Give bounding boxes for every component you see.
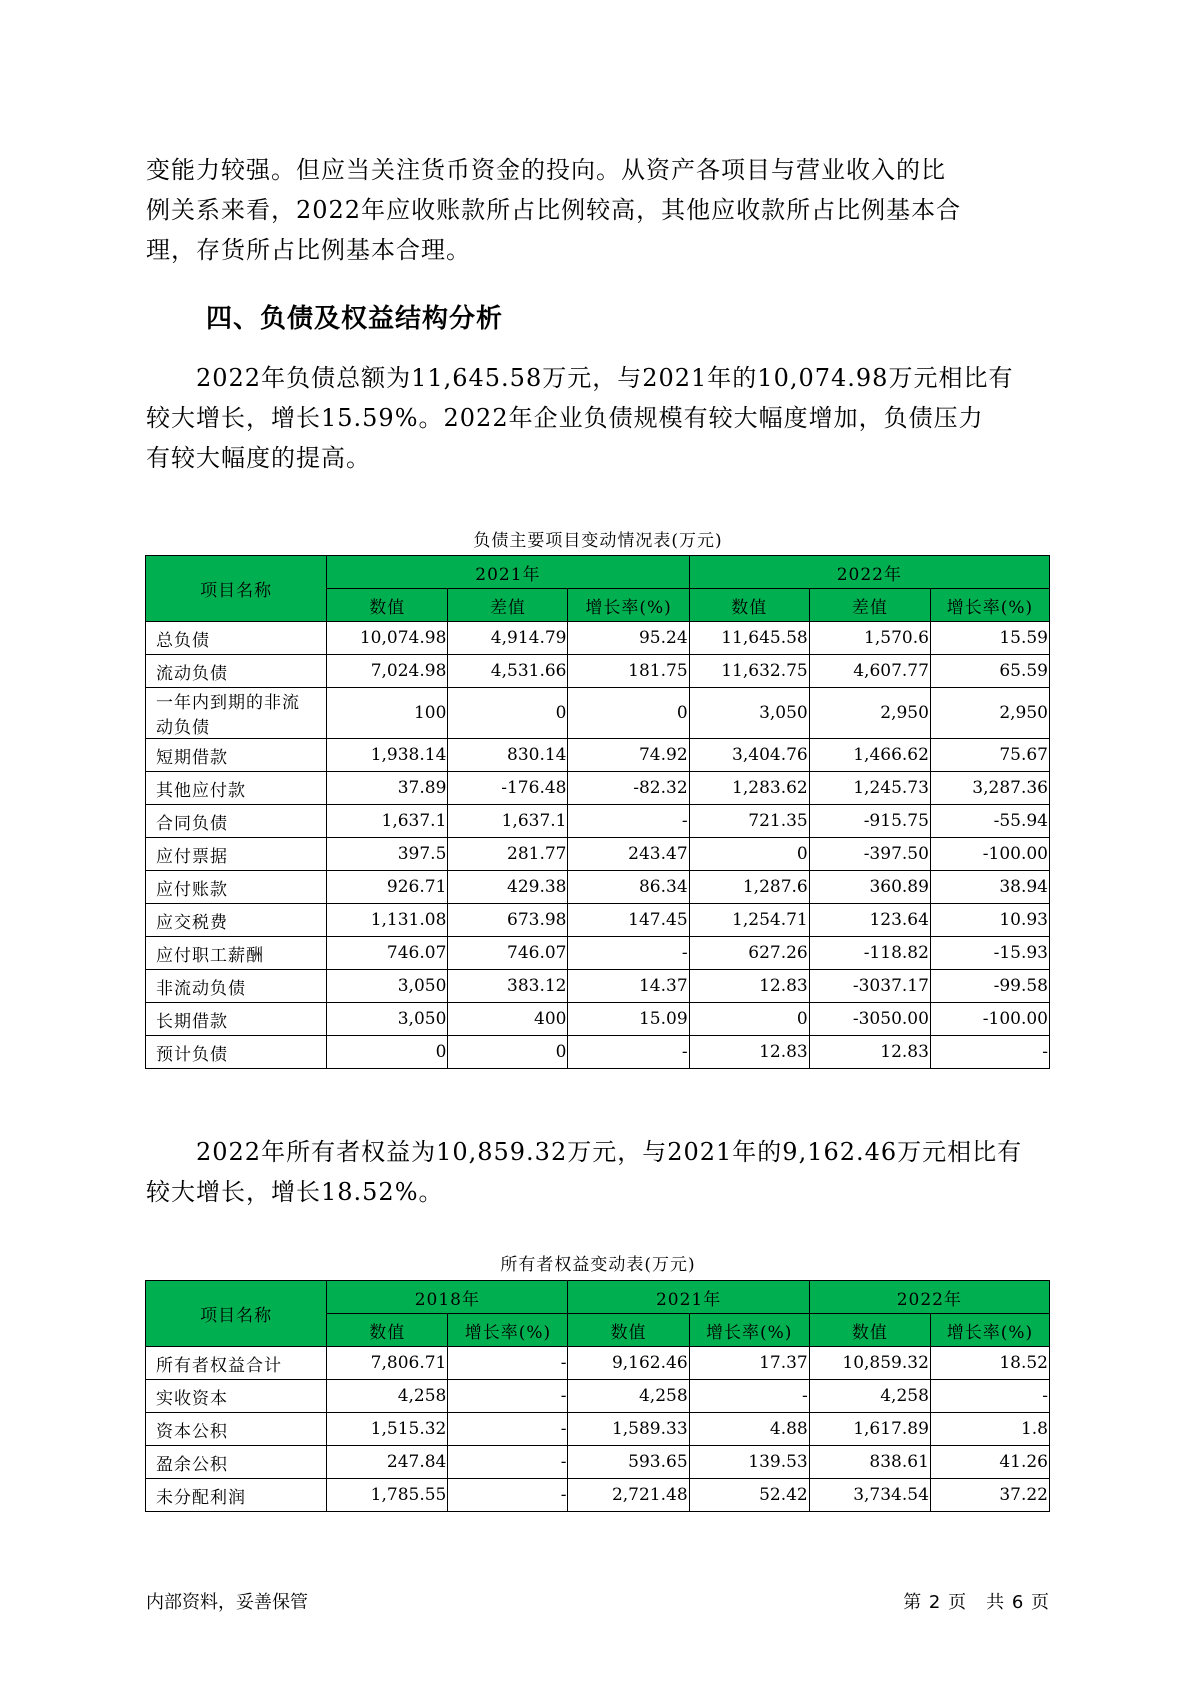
cell-value: 17.37 xyxy=(689,1347,809,1380)
footer-confidential-note: 内部资料，妥善保管 xyxy=(146,1592,308,1613)
cell-value: 4,258 xyxy=(327,1380,448,1413)
text-line: 2022年负债总额为11,645.58万元，与2021年的10,074.98万元相比有 xyxy=(146,364,1014,392)
table-row xyxy=(146,970,1050,1003)
cell-value: -82.32 xyxy=(568,772,689,805)
cell-value: 926.71 xyxy=(327,871,448,904)
table-row xyxy=(146,904,1050,937)
cell-value: 0 xyxy=(689,838,809,871)
cell-value: 1,637.1 xyxy=(448,805,568,838)
cell-value: -176.48 xyxy=(448,772,568,805)
table-row xyxy=(146,805,1050,838)
year-header: 2022年 xyxy=(809,1281,1049,1314)
table-row xyxy=(146,937,1050,970)
cell-value: -99.58 xyxy=(930,970,1049,1003)
cell-value: - xyxy=(448,1347,568,1380)
cell-value: 100 xyxy=(327,688,448,739)
row-label: 预计负债 xyxy=(146,1036,327,1069)
cell-value: 15.09 xyxy=(568,1003,689,1036)
cell-value: 0 xyxy=(448,1036,568,1069)
cell-value: 281.77 xyxy=(448,838,568,871)
cell-value: 86.34 xyxy=(568,871,689,904)
equity-paragraph xyxy=(146,1132,1046,1212)
row-label: 其他应付款 xyxy=(146,772,327,805)
cell-value: - xyxy=(568,805,689,838)
cell-value: 10.93 xyxy=(930,904,1049,937)
cell-value: 11,645.58 xyxy=(689,622,809,655)
cell-value: 12.83 xyxy=(689,1036,809,1069)
column-header: 数值 xyxy=(327,589,448,622)
year-header: 2021年 xyxy=(568,1281,809,1314)
cell-value: 1.8 xyxy=(930,1413,1049,1446)
row-label: 短期借款 xyxy=(146,739,327,772)
cell-value: 1,245.73 xyxy=(809,772,930,805)
row-label: 总负债 xyxy=(146,622,327,655)
cell-value: 37.22 xyxy=(930,1479,1049,1512)
year-header: 2021年 xyxy=(327,556,689,589)
cell-value: 4,258 xyxy=(568,1380,689,1413)
table-row xyxy=(146,739,1050,772)
cell-value: 1,466.62 xyxy=(809,739,930,772)
cell-value: -3050.00 xyxy=(809,1003,930,1036)
cell-value: 123.64 xyxy=(809,904,930,937)
cell-value: 627.26 xyxy=(689,937,809,970)
cell-value: -397.50 xyxy=(809,838,930,871)
cell-value: -3037.17 xyxy=(809,970,930,1003)
table-row xyxy=(146,838,1050,871)
cell-value: -15.93 xyxy=(930,937,1049,970)
column-header: 数值 xyxy=(327,1314,448,1347)
cell-value: 243.47 xyxy=(568,838,689,871)
table-row xyxy=(146,688,1050,739)
row-label: 盈余公积 xyxy=(146,1446,327,1479)
table-row xyxy=(146,1003,1050,1036)
cell-value: 10,074.98 xyxy=(327,622,448,655)
table-row xyxy=(146,1380,1050,1413)
column-header: 增长率(%) xyxy=(689,1314,809,1347)
cell-value: 429.38 xyxy=(448,871,568,904)
cell-value: 0 xyxy=(689,1003,809,1036)
cell-value: 3,734.54 xyxy=(809,1479,930,1512)
row-label: 应交税费 xyxy=(146,904,327,937)
table-row xyxy=(146,655,1050,688)
table-row xyxy=(146,1413,1050,1446)
column-header: 差值 xyxy=(809,589,930,622)
cell-value: 1,570.6 xyxy=(809,622,930,655)
row-label: 非流动负债 xyxy=(146,970,327,1003)
cell-value: 4.88 xyxy=(689,1413,809,1446)
cell-value: 400 xyxy=(448,1003,568,1036)
row-label: 应付票据 xyxy=(146,838,327,871)
row-label: 应付账款 xyxy=(146,871,327,904)
cell-value: 181.75 xyxy=(568,655,689,688)
cell-value: 830.14 xyxy=(448,739,568,772)
column-header: 数值 xyxy=(809,1314,930,1347)
table-row xyxy=(146,622,1050,655)
column-header: 增长率(%) xyxy=(448,1314,568,1347)
text-line: 较大增长，增长18.52%。 xyxy=(146,1178,444,1206)
cell-value: 2,721.48 xyxy=(568,1479,689,1512)
cell-value: 38.94 xyxy=(930,871,1049,904)
year-header: 2018年 xyxy=(327,1281,568,1314)
cell-value: 1,589.33 xyxy=(568,1413,689,1446)
cell-value: - xyxy=(568,1036,689,1069)
cell-value: 1,637.1 xyxy=(327,805,448,838)
table-row xyxy=(146,871,1050,904)
cell-value: 95.24 xyxy=(568,622,689,655)
cell-value: 7,806.71 xyxy=(327,1347,448,1380)
cell-value: 1,283.62 xyxy=(689,772,809,805)
row-label: 应付职工薪酬 xyxy=(146,937,327,970)
row-label: 所有者权益合计 xyxy=(146,1347,327,1380)
cell-value: - xyxy=(930,1380,1049,1413)
cell-value: 18.52 xyxy=(930,1347,1049,1380)
table-caption: 所有者权益变动表(万元) xyxy=(500,1255,696,1275)
cell-value: 3,050 xyxy=(327,1003,448,1036)
text-line: 理，存货所占比例基本合理。 xyxy=(146,236,471,264)
cell-value: 37.89 xyxy=(327,772,448,805)
column-header: 差值 xyxy=(448,589,568,622)
cell-value: -55.94 xyxy=(930,805,1049,838)
cell-value: 593.65 xyxy=(568,1446,689,1479)
cell-value: 4,531.66 xyxy=(448,655,568,688)
cell-value: 2,950 xyxy=(930,688,1049,739)
cell-value: 0 xyxy=(568,688,689,739)
column-header: 数值 xyxy=(568,1314,689,1347)
cell-value: 0 xyxy=(327,1036,448,1069)
cell-value: 65.59 xyxy=(930,655,1049,688)
cell-value: 746.07 xyxy=(327,937,448,970)
cell-value: 1,617.89 xyxy=(809,1413,930,1446)
cell-value: 11,632.75 xyxy=(689,655,809,688)
cell-value: 673.98 xyxy=(448,904,568,937)
cell-value: -915.75 xyxy=(809,805,930,838)
cell-value: 3,050 xyxy=(689,688,809,739)
row-label: 长期借款 xyxy=(146,1003,327,1036)
equity-table xyxy=(145,1280,1050,1512)
table-caption: 负债主要项目变动情况表(万元) xyxy=(473,531,723,551)
cell-value: 383.12 xyxy=(448,970,568,1003)
cell-value: - xyxy=(568,937,689,970)
cell-value: 15.59 xyxy=(930,622,1049,655)
text-line: 较大增长，增长15.59%。2022年企业负债规模有较大幅度增加，负债压力 xyxy=(146,404,984,432)
row-label: 资本公积 xyxy=(146,1413,327,1446)
text-line: 例关系来看，2022年应收账款所占比例较高，其他应收款所占比例基本合 xyxy=(146,196,962,224)
cell-value: 1,287.6 xyxy=(689,871,809,904)
text-line: 2022年所有者权益为10,859.32万元，与2021年的9,162.46万元相比有 xyxy=(146,1138,1023,1166)
intro-paragraph xyxy=(146,150,1046,270)
row-label xyxy=(146,688,327,739)
cell-value: 2,950 xyxy=(809,688,930,739)
cell-value: 12.83 xyxy=(809,1036,930,1069)
table-row xyxy=(146,772,1050,805)
cell-value: -118.82 xyxy=(809,937,930,970)
liability-table xyxy=(145,555,1050,1069)
cell-value: 75.67 xyxy=(930,739,1049,772)
column-header: 项目名称 xyxy=(146,1281,327,1347)
cell-value: 147.45 xyxy=(568,904,689,937)
cell-value: 3,404.76 xyxy=(689,739,809,772)
cell-value: 397.5 xyxy=(327,838,448,871)
row-label-line: 动负债 xyxy=(156,718,210,738)
row-label: 流动负债 xyxy=(146,655,327,688)
row-label: 合同负债 xyxy=(146,805,327,838)
cell-value: - xyxy=(448,1446,568,1479)
column-header: 增长率(%) xyxy=(930,1314,1049,1347)
table-row xyxy=(146,1446,1050,1479)
year-header: 2022年 xyxy=(689,556,1049,589)
cell-value: 1,254.71 xyxy=(689,904,809,937)
cell-value: 1,938.14 xyxy=(327,739,448,772)
column-header: 增长率(%) xyxy=(568,589,689,622)
cell-value: -100.00 xyxy=(930,838,1049,871)
cell-value: - xyxy=(930,1036,1049,1069)
cell-value: 4,607.77 xyxy=(809,655,930,688)
cell-value: 0 xyxy=(448,688,568,739)
cell-value: 4,258 xyxy=(809,1380,930,1413)
column-header: 项目名称 xyxy=(146,556,327,622)
cell-value: 7,024.98 xyxy=(327,655,448,688)
cell-value: 1,515.32 xyxy=(327,1413,448,1446)
footer-page-number: 第 2 页 共 6 页 xyxy=(903,1592,1050,1613)
cell-value: 12.83 xyxy=(689,970,809,1003)
row-label: 未分配利润 xyxy=(146,1479,327,1512)
cell-value: - xyxy=(448,1380,568,1413)
cell-value: - xyxy=(448,1479,568,1512)
cell-value: 360.89 xyxy=(809,871,930,904)
cell-value: 247.84 xyxy=(327,1446,448,1479)
cell-value: 838.61 xyxy=(809,1446,930,1479)
cell-value: 1,785.55 xyxy=(327,1479,448,1512)
cell-value: 1,131.08 xyxy=(327,904,448,937)
section-heading: 四、负债及权益结构分析 xyxy=(206,304,504,334)
column-header: 数值 xyxy=(689,589,809,622)
text-line: 变能力较强。但应当关注货币资金的投向。从资产各项目与营业收入的比 xyxy=(146,156,946,184)
cell-value: 3,050 xyxy=(327,970,448,1003)
table-row xyxy=(146,1036,1050,1069)
row-label-line: 一年内到期的非流 xyxy=(156,693,300,713)
row-label: 实收资本 xyxy=(146,1380,327,1413)
cell-value: 52.42 xyxy=(689,1479,809,1512)
liability-paragraph xyxy=(146,358,1046,478)
cell-value: - xyxy=(448,1413,568,1446)
cell-value: 4,914.79 xyxy=(448,622,568,655)
text-line: 有较大幅度的提高。 xyxy=(146,444,371,472)
cell-value: - xyxy=(689,1380,809,1413)
cell-value: 10,859.32 xyxy=(809,1347,930,1380)
cell-value: 9,162.46 xyxy=(568,1347,689,1380)
cell-value: 721.35 xyxy=(689,805,809,838)
cell-value: 746.07 xyxy=(448,937,568,970)
cell-value: 74.92 xyxy=(568,739,689,772)
cell-value: 14.37 xyxy=(568,970,689,1003)
cell-value: 3,287.36 xyxy=(930,772,1049,805)
table-row xyxy=(146,1479,1050,1512)
cell-value: 41.26 xyxy=(930,1446,1049,1479)
cell-value: -100.00 xyxy=(930,1003,1049,1036)
table-row xyxy=(146,1347,1050,1380)
column-header: 增长率(%) xyxy=(930,589,1049,622)
cell-value: 139.53 xyxy=(689,1446,809,1479)
